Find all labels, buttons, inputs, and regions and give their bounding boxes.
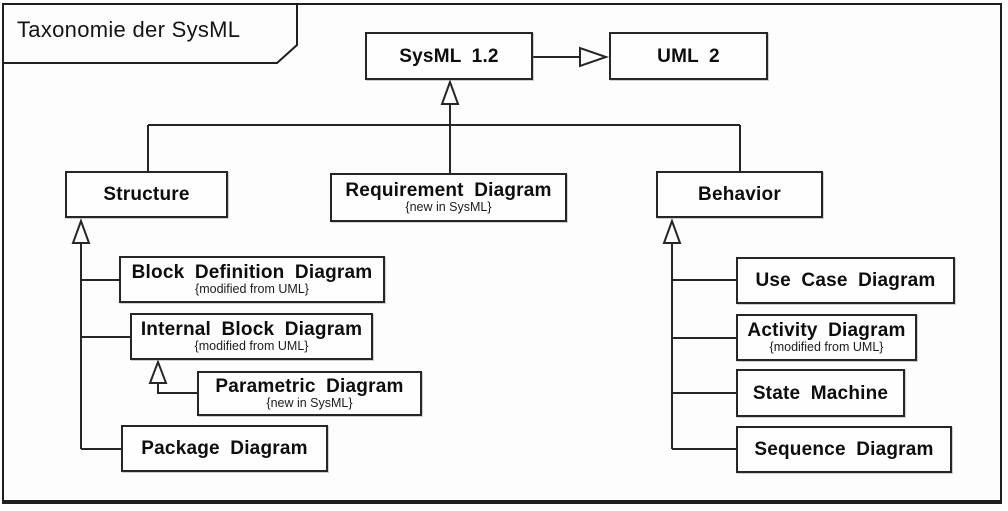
node-label: Activity Diagram — [747, 319, 906, 341]
node-label: Package Diagram — [141, 438, 308, 459]
node-label: State Machine — [752, 382, 889, 404]
node-label: Sequence Diagram — [754, 439, 934, 460]
node-label: Use Case Diagram — [755, 270, 936, 291]
node-behavior — [656, 171, 823, 218]
node-activity-diagram — [736, 314, 917, 361]
node-structure — [65, 171, 228, 218]
node-note: {modified from UML} — [769, 339, 884, 354]
node-note: {modified from UML} — [195, 281, 309, 296]
node-label: Block Definition Diagram — [131, 261, 373, 283]
node-label: Requirement Diagram — [345, 179, 552, 201]
generalization-arrow-icon — [664, 221, 680, 243]
edge-parametric-to-internal — [158, 383, 197, 393]
node-label: Structure — [103, 184, 190, 205]
node-parametric-diagram — [197, 371, 422, 416]
node-state-machine — [736, 369, 905, 417]
generalization-arrow-icon — [73, 221, 89, 243]
node-uml-2 — [609, 32, 768, 80]
generalization-arrow-icon — [150, 362, 166, 383]
frame-title: Taxonomie der SysML — [17, 17, 241, 42]
node-sysml-1-2 — [365, 32, 533, 80]
node-internal-block-diagram — [130, 313, 373, 360]
node-use-case-diagram — [736, 257, 955, 304]
generalization-arrow-icon — [580, 48, 606, 66]
node-label: Parametric Diagram — [215, 375, 404, 397]
node-label: Behavior — [698, 184, 781, 205]
node-package-diagram — [121, 425, 328, 472]
node-label: UML 2 — [657, 45, 720, 67]
node-label: Internal Block Diagram — [140, 318, 363, 340]
generalization-arrow-icon — [442, 82, 458, 104]
node-note: {modified from UML} — [194, 338, 309, 353]
node-label: SysML 1.2 — [399, 45, 499, 67]
node-sequence-diagram — [736, 426, 952, 473]
node-requirement-diagram — [330, 173, 567, 222]
node-note: {new in SysML} — [405, 199, 492, 214]
node-block-definition-diagram — [119, 256, 385, 303]
node-note: {new in SysML} — [266, 395, 353, 410]
